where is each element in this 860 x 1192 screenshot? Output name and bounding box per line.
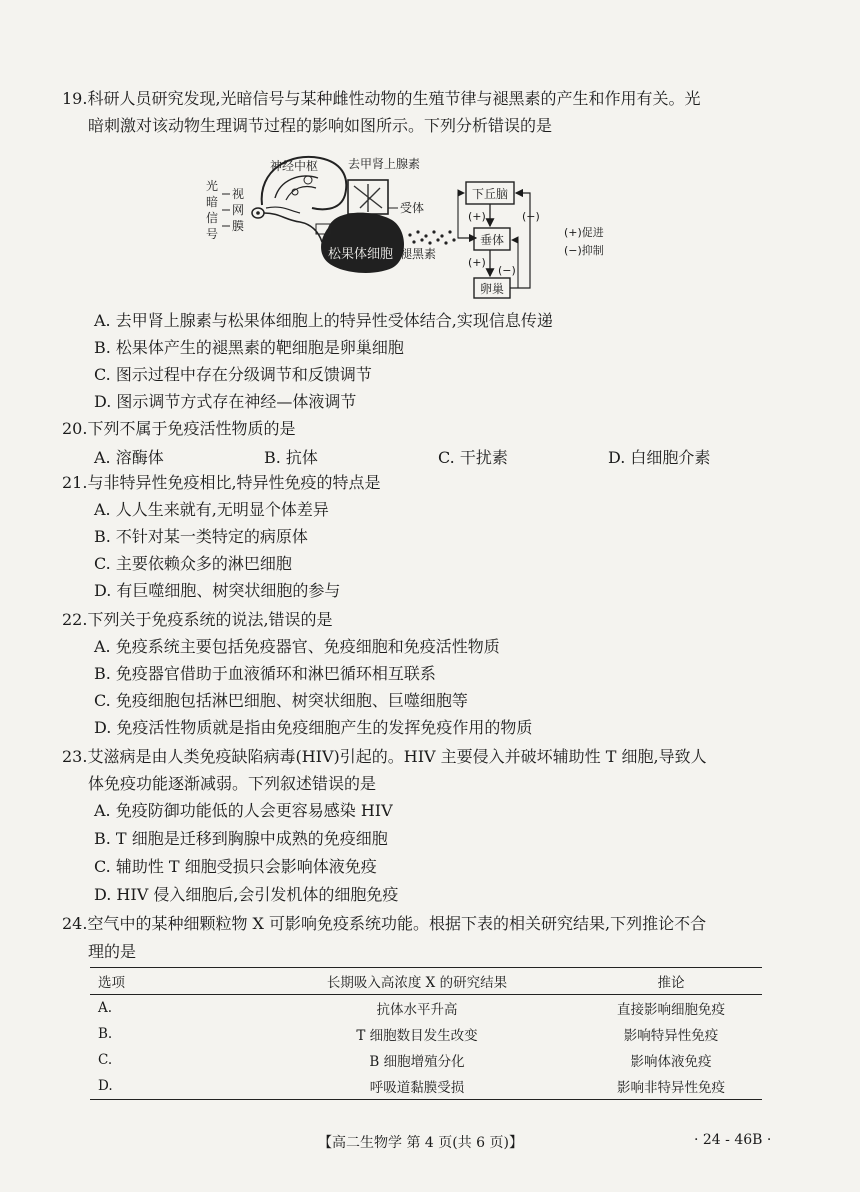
- row-option: A.: [98, 1000, 113, 1016]
- q20-options: [94, 445, 774, 467]
- ovary-label: 卵巢: [480, 282, 505, 296]
- melatonin-label: 褪黑素: [400, 247, 437, 261]
- receptor-label: 受体: [400, 201, 425, 215]
- q23-option-c[interactable]: C. 辅助性 T 细胞受损只会影响体液免疫: [94, 857, 377, 876]
- row-option: D.: [98, 1078, 113, 1094]
- row-option: B.: [98, 1026, 113, 1042]
- svg-text:网: 网: [232, 203, 245, 217]
- retina-label: [232, 187, 244, 233]
- q19-option-c[interactable]: C. 图示过程中存在分级调节和反馈调节: [94, 365, 372, 384]
- q22-option-b[interactable]: B. 免疫器官借助于血液循环和淋巴循环相互联系: [94, 664, 436, 683]
- svg-text:光: 光: [206, 179, 219, 193]
- row-result: T 细胞数目发生改变: [356, 1028, 478, 1044]
- q22-option-c[interactable]: C. 免疫细胞包括淋巴细胞、树突状细胞、巨噬细胞等: [94, 691, 468, 710]
- q21-option-a[interactable]: A. 人人生来就有,无明显个体差异: [94, 500, 329, 519]
- q20-option-d[interactable]: D. 白细胞介素: [608, 448, 711, 467]
- hypothalamus-label: 下丘脑: [472, 187, 509, 201]
- q19-stem-line1: 19.科研人员研究发现,光暗信号与某种雌性动物的生殖节律与褪黑素的产生和作用有关。光: [62, 89, 701, 108]
- hormone-regulation-diagram: [200, 150, 660, 300]
- q24-stem-line2: 理的是: [88, 942, 137, 961]
- row-inference: 影响特异性免疫: [623, 1028, 719, 1044]
- q24-stem-line1: 24.空气中的某种细颗粒物 X 可影响免疫系统功能。根据下表的相关研究结果,下列推论不合: [62, 914, 707, 933]
- svg-text:(−): (−): [522, 210, 540, 223]
- svg-text:视: 视: [232, 187, 245, 201]
- q23-stem-line1: 23.艾滋病是由人类免疫缺陷病毒(HIV)引起的。HIV 主要侵入并破坏辅助性 T 细胞,导致人: [62, 747, 707, 766]
- q19-stem-line2: 暗刺激对该动物生理调节过程的影响如图所示。下列分析错误的是: [88, 116, 553, 135]
- legend-inhibit: (−)抑制: [564, 244, 604, 257]
- q23-stem-line2: 体免疫功能逐渐减弱。下列叙述错误的是: [88, 774, 377, 793]
- q19-option-a[interactable]: A. 去甲肾上腺素与松果体细胞上的特异性受体结合,实现信息传递: [94, 311, 553, 330]
- q19-option-b[interactable]: B. 松果体产生的褪黑素的靶细胞是卵巢细胞: [94, 338, 404, 357]
- q22-option-d[interactable]: D. 免疫活性物质就是指由免疫细胞产生的发挥免疫作用的物质: [94, 718, 533, 737]
- row-result: 呼吸道黏膜受损: [369, 1080, 465, 1096]
- q20-option-b[interactable]: B. 抗体: [264, 448, 318, 467]
- legend-promote: (+)促进: [564, 226, 604, 239]
- q22-stem: 22.下列关于免疫系统的说法,错误的是: [62, 610, 333, 629]
- table-row[interactable]: [90, 995, 762, 1022]
- table-row[interactable]: [90, 1047, 762, 1073]
- melatonin-dots: [408, 230, 455, 244]
- light-signal-label: [206, 178, 218, 241]
- q21-option-c[interactable]: C. 主要依赖众多的淋巴细胞: [94, 554, 292, 573]
- q23-option-b[interactable]: B. T 细胞是迁移到胸腺中成熟的免疫细胞: [94, 829, 388, 848]
- row-inference: 影响非特异性免疫: [617, 1080, 725, 1096]
- q21-stem: 21.与非特异性免疫相比,特异性免疫的特点是: [62, 473, 381, 492]
- header-inference: 推论: [657, 975, 685, 991]
- q24-results-table: [90, 967, 762, 1100]
- row-inference: 影响体液免疫: [630, 1054, 712, 1070]
- q20-stem: 20.下列不属于免疫活性物质的是: [62, 419, 296, 438]
- svg-text:暗: 暗: [206, 195, 219, 209]
- pineal-label: 松果体细胞: [328, 247, 394, 262]
- table-row[interactable]: [90, 1021, 762, 1047]
- svg-text:信: 信: [206, 211, 219, 225]
- row-result: 抗体水平升高: [376, 1002, 458, 1018]
- q21-option-b[interactable]: B. 不针对某一类特定的病原体: [94, 527, 308, 546]
- q20-option-c[interactable]: C. 干扰素: [438, 448, 508, 467]
- header-result: 长期吸入高浓度 X 的研究结果: [326, 975, 508, 991]
- header-option: 选项: [98, 975, 125, 991]
- row-option: C.: [98, 1052, 113, 1068]
- table-header-row: [90, 968, 762, 995]
- neural-center-label: 神经中枢: [270, 159, 319, 173]
- q23-option-d[interactable]: D. HIV 侵入细胞后,会引发机体的细胞免疫: [94, 885, 399, 904]
- q19-option-d[interactable]: D. 图示调节方式存在神经—体液调节: [94, 392, 357, 411]
- q23-option-a[interactable]: A. 免疫防御功能低的人会更容易感染 HIV: [94, 801, 393, 820]
- q22-option-a[interactable]: A. 免疫系统主要包括免疫器官、免疫细胞和免疫活性物质: [94, 637, 500, 656]
- svg-text:(+): (+): [468, 210, 486, 223]
- norepinephrine-label: 去甲肾上腺素: [348, 157, 421, 171]
- pineal-cell: [321, 213, 404, 273]
- svg-text:号: 号: [206, 227, 219, 241]
- q21-option-d[interactable]: D. 有巨噬细胞、树突状细胞的参与: [94, 581, 341, 600]
- q20-option-a[interactable]: A. 溶酶体: [94, 448, 164, 467]
- page-footer: 【高二生物学 第 4 页(共 6 页)】: [318, 1135, 523, 1151]
- row-inference: 直接影响细胞免疫: [617, 1002, 725, 1018]
- row-result: B 细胞增殖分化: [369, 1054, 465, 1070]
- svg-text:膜: 膜: [232, 219, 245, 233]
- pituitary-label: 垂体: [480, 233, 505, 247]
- svg-text:(+): (+): [468, 256, 486, 269]
- table-row[interactable]: [90, 1073, 762, 1100]
- svg-text:(−): (−): [498, 264, 516, 277]
- paper-code: · 24 - 46B ·: [694, 1132, 772, 1148]
